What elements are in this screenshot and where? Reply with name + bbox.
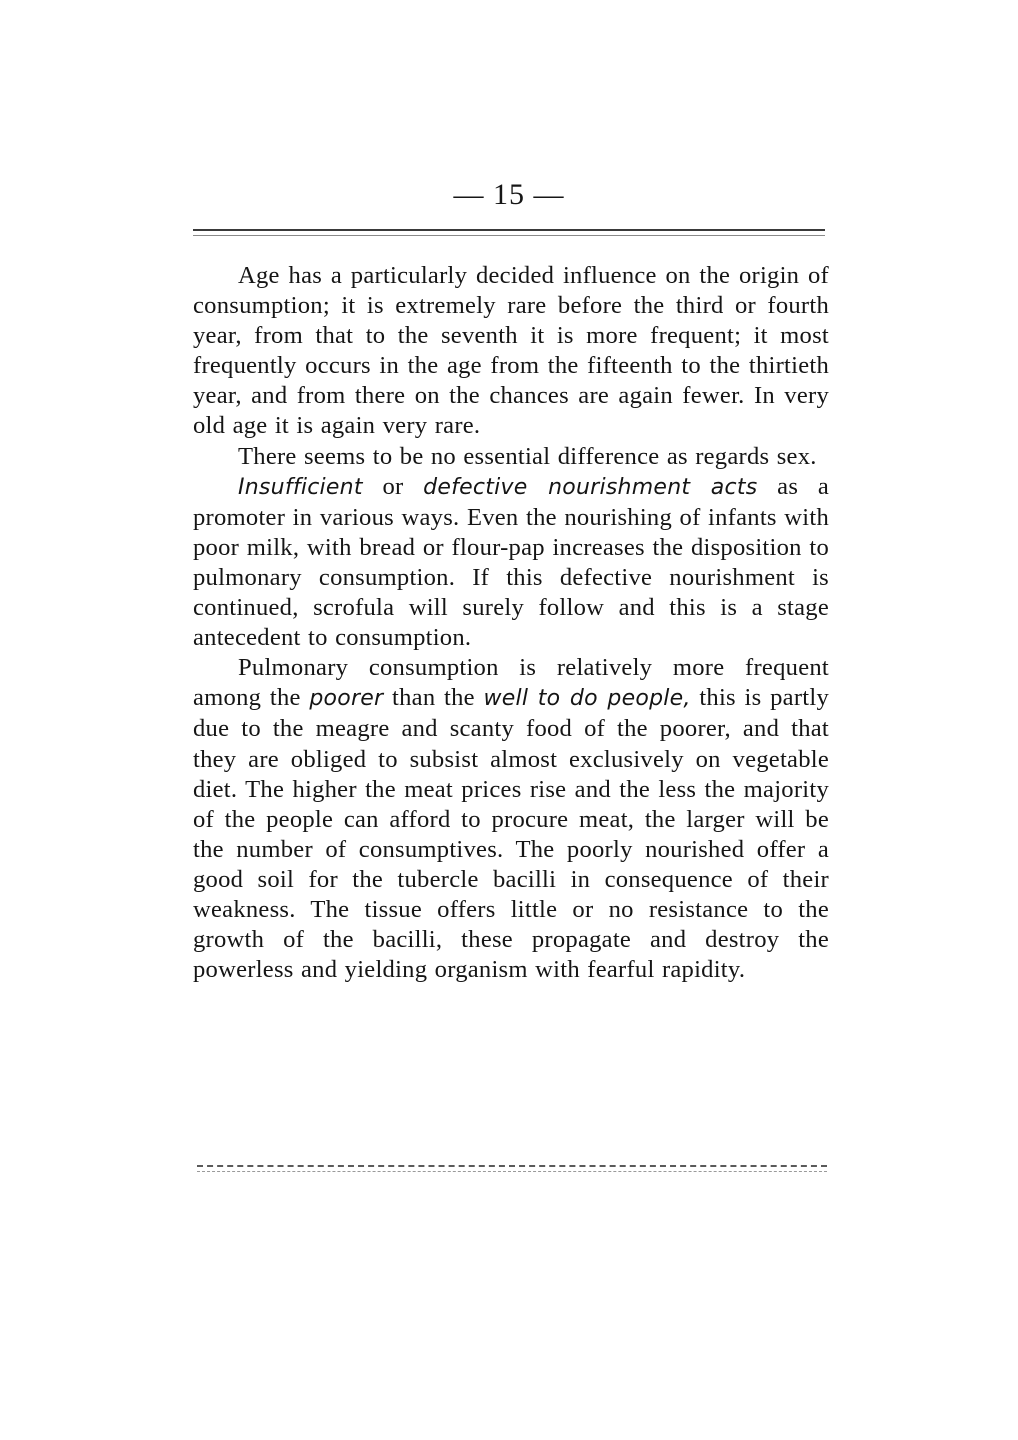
emphasis-defective-nourishment: defective nourishment acts [423,474,758,500]
footer-rule [197,1165,827,1167]
paragraph-text: Pulmonary consumption is relatively more frequent among the [193,654,829,712]
emphasis-insufficient: Insufficient [238,474,363,500]
paragraph-age: Age has a particularly decided influence on the origin of consumption; it is extremely rare before the third or fourth year, from that to the seventh it is more frequent; it most frequently occurs in the age from the fifteenth to the thirtieth year, and from there on the chances are again fewer. In very old age it is again very rare. [193,262,829,440]
page-number: — 15 — [453,178,565,211]
paragraph-text: or [362,472,424,500]
paragraph-text: as a promoter in various ways. Even the nourishing of infants with poor milk, with bread or flour-pap increases the disposition to pulmonary consumption. If this defective nourishment is continued, scrofula will surely follow and this is a stage antecedent to consumption. [193,472,829,652]
paragraph-nourishment [193,472,829,654]
paragraph-sex: There seems to be no essential difference as regards sex. [238,442,817,470]
footer-rule-thin [197,1171,827,1172]
header-rule [193,229,825,231]
emphasis-well-to-do: well to do people, [483,686,691,712]
paragraph-text: this is partly due to the meagre and scanty food of the poorer, and that they are obliged to subsist almost exclusively on vegetable diet. The higher the meat prices rise and the less the majority of the people can afford to procure meat, the larger will be the number of consumptives. The poorly nourished offer a good soil for the tubercle bacilli in consequence of their weakness. The tissue offers little or no resistance to the growth of the bacilli, these propagate and destroy the powerless and yielding organism with fearful rapidity. [193,684,830,984]
paragraph-text: than the [383,684,484,712]
body-text [193,261,829,985]
emphasis-poorer: poorer [309,686,384,712]
header-rule-thin [193,235,825,236]
paragraph-poorer [193,653,829,985]
